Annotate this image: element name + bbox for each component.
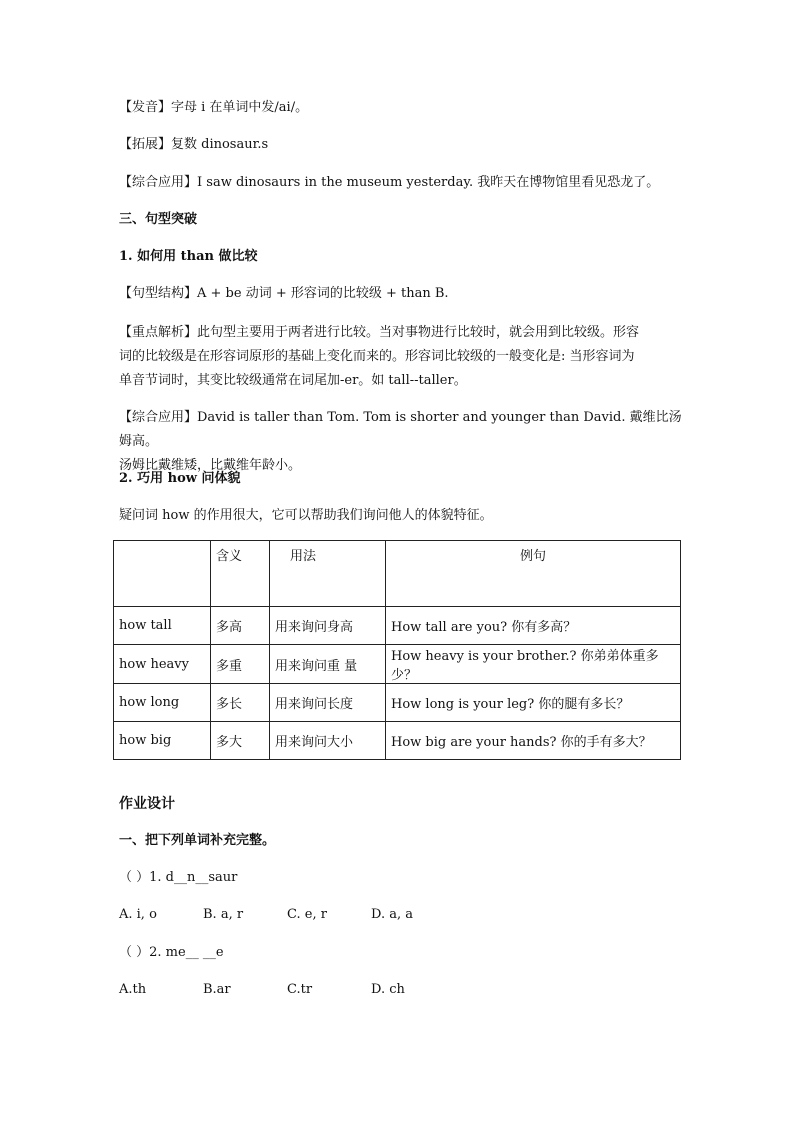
how-usage-table	[113, 540, 681, 760]
table-header-cell: 用法	[270, 541, 386, 607]
table-cell: how long	[114, 684, 211, 722]
analysis-line-2: 词的比较级是在形容词原形的基础上变化而来的。形容词比较级的一般变化是: 当形容词为	[119, 349, 635, 364]
table-row	[114, 607, 681, 645]
question-2-option-d: D. ch	[371, 982, 405, 997]
table-header-cell: 例句	[386, 541, 681, 607]
table-cell: 多长	[211, 684, 270, 722]
homework-section-1: 一、把下列单词补充完整。	[119, 833, 276, 848]
table-cell: 多大	[211, 722, 270, 760]
table-cell: 用来询问长度	[270, 684, 386, 722]
question-1-option-d: D. a, a	[371, 907, 413, 922]
table-cell: How tall are you? 你有多高？	[386, 607, 681, 645]
question-1-option-b: B. a, r	[203, 907, 244, 922]
question-2-option-b: B.ar	[203, 982, 231, 997]
table-cell: 多高	[211, 607, 270, 645]
question-1-option-a: A. i, o	[119, 907, 157, 922]
table-cell: 用来询问重 量	[270, 645, 386, 684]
application-line-1: 【综合应用】I saw dinosaurs in the museum yesterday. 我昨天在博物馆里看见恐龙了。	[119, 175, 660, 190]
table-cell: How heavy is your brother.? 你弟弟体重多少？	[386, 645, 681, 684]
subheading-than: 1. 如何用 than 做比较	[119, 249, 258, 264]
table-row	[114, 722, 681, 760]
table-cell: how heavy	[114, 645, 211, 684]
table-row	[114, 645, 681, 684]
application-2-line-2: 汤姆比戴维矮，比戴维年龄小。	[119, 458, 302, 473]
question-2-option-a: A.th	[119, 982, 147, 997]
question-1-stem: （ ）1. d__n__saur	[119, 870, 238, 885]
table-cell: how big	[114, 722, 211, 760]
table-cell: How big are your hands? 你的手有多大？	[386, 722, 681, 760]
analysis-line-1: 【重点解析】此句型主要用于两者进行比较。当对事物进行比较时，就会用到比较级。形容	[119, 325, 640, 340]
table-header-cell: 含义	[211, 541, 270, 607]
question-1-option-c: C. e, r	[287, 907, 327, 922]
subheading-how: 2. 巧用 how 问体貌	[119, 471, 241, 486]
expansion-line: 【拓展】复数 dinosaur.s	[119, 137, 269, 152]
table-cell: How long is your leg? 你的腿有多长？	[386, 684, 681, 722]
question-2-stem: （ ）2. me__ __e	[119, 945, 224, 960]
table-header-row	[114, 541, 681, 607]
table-cell: 用来询问身高	[270, 607, 386, 645]
homework-title: 作业设计	[119, 796, 175, 812]
table-cell: 多重	[211, 645, 270, 684]
table-cell: how tall	[114, 607, 211, 645]
pronunciation-line: 【发音】字母 i 在单词中发/ai/。	[119, 100, 309, 115]
analysis-paragraph	[119, 321, 689, 393]
analysis-line-3: 单音节词时，其变比较级通常在词尾加-er。如 tall--taller。	[119, 373, 467, 388]
table-row	[114, 684, 681, 722]
table-cell: 用来询问大小	[270, 722, 386, 760]
section-heading-3: 三、句型突破	[119, 212, 198, 227]
question-2-option-c: C.tr	[287, 982, 313, 997]
application-2-line-1: 【综合应用】David is taller than Tom. Tom is shorter and younger than David. 戴维比汤姆高。	[119, 410, 682, 449]
structure-line: 【句型结构】A + be 动词 + 形容词的比较级 + than B.	[119, 286, 449, 301]
how-intro-line: 疑问词 how 的作用很大，它可以帮助我们询问他人的体貌特征。	[119, 508, 493, 523]
application-paragraph-2	[119, 406, 689, 478]
table-header-cell	[114, 541, 211, 607]
